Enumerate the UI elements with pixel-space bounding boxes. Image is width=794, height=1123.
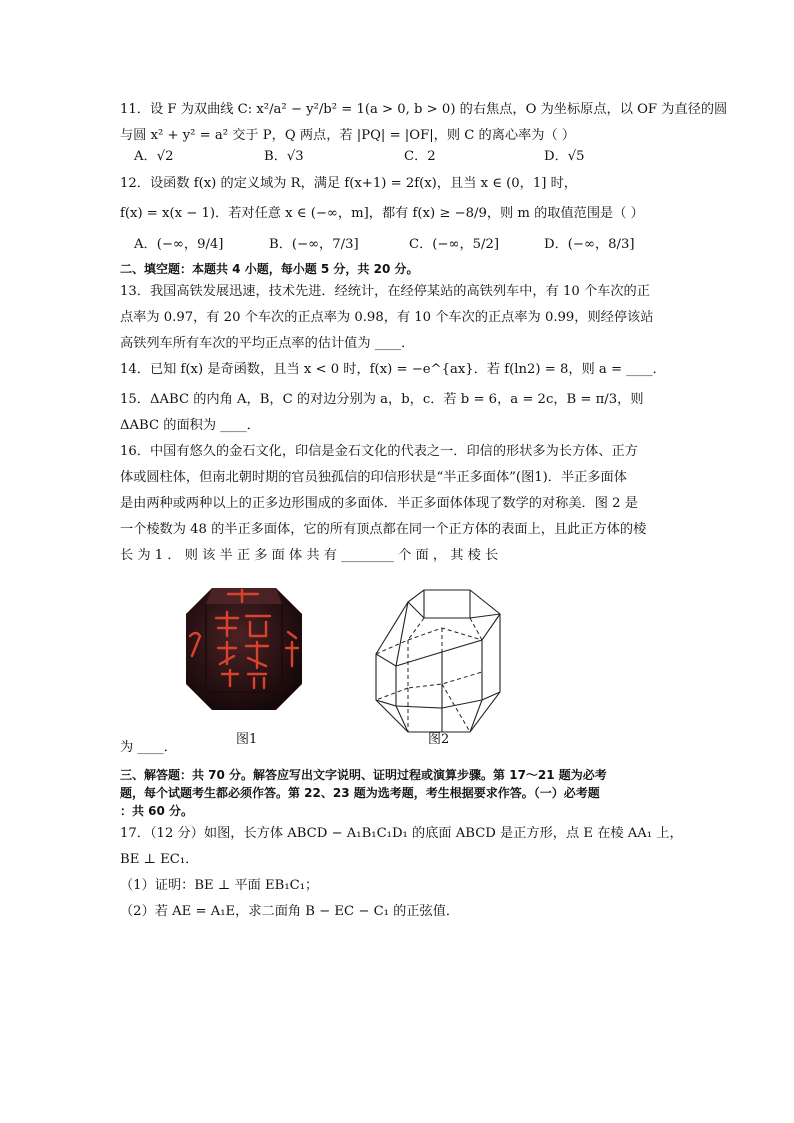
q14-line: 14．已知 f(x) 是奇函数，且当 x < 0 时，f(x) = −e^{ax}．若 f(ln2) = 8，则 a = ____． [120, 362, 666, 377]
polyhedron-diagram-figure [374, 588, 524, 734]
q11-line1: 11．设 F 为双曲线 C: x²/a² − y²/b² = 1(a > 0, b > 0) 的右焦点，O 为坐标原点，以 OF 为直径的圆 [120, 102, 728, 117]
q16-figures [120, 574, 680, 747]
q17-part1: （1）证明：BE ⊥ 平面 EB₁C₁； [120, 878, 319, 893]
q17-line2: BE ⊥ EC₁． [120, 852, 199, 867]
q12-line1: 12．设函数 f(x) 的定义域为 R，满足 f(x+1) = 2f(x)，且当 x ∈ (0，1] 时， [120, 176, 577, 191]
q17-part2: （2）若 AE = A₁E，求二面角 B − EC − C₁ 的正弦值． [120, 904, 460, 919]
q16-line4: 一个棱数为 48 的半正多面体，它的所有顶点都在同一个正方体的表面上，且此正方体的棱 [120, 522, 647, 537]
q13-line1: 13．我国高铁发展迅速，技术先进．经统计，在经停某站的高铁列车中，有 10 个车次的正 [120, 284, 650, 299]
seal-photo-figure [182, 582, 306, 716]
q12-options [120, 234, 680, 256]
section-solution-heading-line2: 题，每个试题考生都必须作答。第 22、23 题为选考题，考生根据要求作答。（一）必考题 [120, 786, 600, 800]
q16-line3: 是由两种或两种以上的正多边形围成的多面体．半正多面体体现了数学的对称美．图 2 是 [120, 496, 638, 511]
section-solution-heading-line1: 三、解答题：共 70 分。解答应写出文字说明、证明过程或演算步骤。第 17～21 题为必考 [120, 768, 607, 782]
q13-line2: 点率为 0.97，有 20 个车次的正点率为 0.98，有 10 个车次的正点率为 0.99，则经停该站 [120, 310, 654, 325]
q17-line1: 17．（12 分）如图，长方体 ABCD − A₁B₁C₁D₁ 的底面 ABCD 是正方形，点 E 在棱 AA₁ 上， [120, 826, 683, 841]
q11-option-a: A．√2 [134, 149, 174, 164]
q16-line5: 长 为 1 ． 则 该 半 正 多 面 体 共 有 ________ 个 面 ， 其 棱 长 [120, 548, 499, 563]
section-fill-in-heading: 二、填空题：本题共 4 小题，每小题 5 分，共 20 分。 [120, 262, 419, 276]
q16-line1: 16．中国有悠久的金石文化，印信是金石文化的代表之一．印信的形状多为长方体、正方 [120, 444, 638, 459]
q11-line2: 与圆 x² + y² = a² 交于 P，Q 两点，若 |PQ| = |OF|，则 C 的离心率为（ ） [120, 128, 576, 143]
q11-option-c: C．2 [404, 149, 436, 164]
q16-line6: 为 ____． [120, 740, 177, 755]
q12-option-c: C．(−∞，5/2] [409, 237, 500, 252]
q11-option-b: B．√3 [264, 149, 304, 164]
section-solution-heading-line3: ：共 60 分。 [120, 804, 194, 818]
figure2-label: 图2 [428, 732, 450, 747]
q11-option-d: D．√5 [544, 149, 585, 164]
figure1-label: 图1 [236, 732, 258, 747]
q16-line2: 体或圆柱体，但南北朝时期的官员独孤信的印信形状是“半正多面体”(图1)．半正多面体 [120, 470, 627, 485]
q11-options [120, 146, 680, 168]
q13-line3: 高铁列车所有车次的平均正点率的估计值为 ____． [120, 336, 415, 351]
q15-line1: 15．ΔABC 的内角 A，B，C 的对边分别为 a，b，c．若 b = 6，a = 2c，B = π/3，则 [120, 392, 644, 407]
q15-line2: ΔABC 的面积为 ____． [120, 418, 260, 433]
q12-option-b: B．(−∞，7/3] [269, 237, 359, 252]
q12-option-a: A．(−∞，9/4] [134, 237, 224, 252]
q12-line2: f(x) = x(x − 1)．若对任意 x ∈ (−∞，m]，都有 f(x) ≥ −8/9，则 m 的取值范围是（ ） [120, 206, 644, 221]
q12-option-d: D．(−∞，8/3] [544, 237, 635, 252]
exam-page [120, 100, 728, 922]
